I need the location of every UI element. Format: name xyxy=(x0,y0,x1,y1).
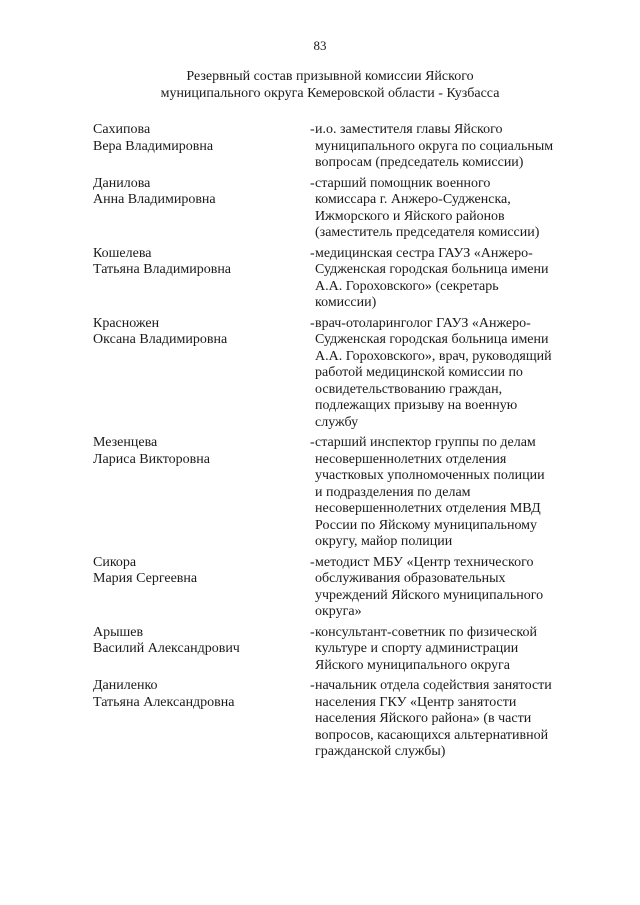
member-given-names: Татьяна Владимировна xyxy=(93,262,232,277)
roster-entry xyxy=(93,246,603,312)
role-line: А.А. Гороховского», врач, руководящий xyxy=(315,348,552,364)
member-given-names: Мария Сергеевна xyxy=(93,571,198,586)
role-line: Судженская городская больница имени xyxy=(315,332,549,347)
member-given-names: Оксана Владимировна xyxy=(93,332,228,347)
dash-separator: - xyxy=(310,122,315,137)
dash-separator: - xyxy=(310,678,315,693)
role-line: обслуживания образовательных xyxy=(315,571,506,586)
role-line: вопросов, касающихся альтернативной xyxy=(315,727,549,743)
member-role xyxy=(315,678,590,761)
role-line: несовершеннолетних отделения xyxy=(315,451,507,467)
dash-separator: - xyxy=(310,554,315,570)
roster-entry xyxy=(93,555,603,621)
member-name xyxy=(93,246,293,279)
dash-separator: - xyxy=(310,315,315,331)
role-line: консультант-советник по физической xyxy=(315,624,537,640)
role-line: вопросам (председатель комиссии) xyxy=(315,155,524,170)
member-name xyxy=(93,122,293,155)
member-surname: Сикора xyxy=(93,554,137,570)
role-line: комиссара г. Анжеро-Судженска, xyxy=(315,192,511,207)
member-role xyxy=(315,246,590,312)
member-surname: Кошелева xyxy=(93,245,152,261)
document-title xyxy=(80,68,580,102)
role-line: населения ГКУ «Центр занятости xyxy=(315,694,517,710)
member-given-names: Татьяна Александровна xyxy=(93,694,235,710)
role-line: медицинская сестра ГАУЗ «Анжеро- xyxy=(315,245,533,261)
role-line: (заместитель председателя комиссии) xyxy=(315,225,540,240)
member-given-names: Василий Александрович xyxy=(93,641,240,656)
dash-separator: - xyxy=(310,435,315,450)
commission-roster xyxy=(93,122,603,761)
member-name xyxy=(93,435,293,468)
role-line: учреждений Яйского муниципального xyxy=(315,587,544,603)
member-name xyxy=(93,176,293,209)
member-surname: Красножен xyxy=(93,315,160,331)
member-role xyxy=(315,176,590,242)
role-line: России по Яйскому муниципальному xyxy=(315,517,538,533)
member-role xyxy=(315,316,590,432)
roster-entry xyxy=(93,678,603,761)
member-surname: Даниленко xyxy=(93,678,158,693)
member-surname: Сахипова xyxy=(93,122,151,137)
role-line: округу, майор полиции xyxy=(315,534,453,549)
role-line: работой медицинской комиссии по xyxy=(315,365,523,380)
role-line: начальник отдела содействия занятости xyxy=(315,678,552,693)
role-line: и подразделения по делам xyxy=(315,484,471,500)
role-line: участковых уполномоченных полиции xyxy=(315,468,545,483)
role-line: старший помощник военного xyxy=(315,175,491,191)
member-name xyxy=(93,316,293,349)
role-line: Яйского муниципального округа xyxy=(315,657,511,673)
member-role xyxy=(315,555,590,621)
role-line: населения Яйского района» (в части xyxy=(315,711,532,726)
role-line: округа» xyxy=(315,604,362,619)
role-line: методист МБУ «Центр технического xyxy=(315,554,534,570)
member-surname: Данилова xyxy=(93,175,151,191)
title-line: Резервный состав призывной комиссии Яйского xyxy=(186,69,474,84)
role-line: А.А. Гороховского» (секретарь xyxy=(315,278,499,294)
role-line: муниципального округа по социальным xyxy=(315,138,554,154)
dash-separator: - xyxy=(310,175,315,191)
member-name xyxy=(93,625,293,658)
member-name xyxy=(93,678,293,711)
member-surname: Мезенцева xyxy=(93,435,158,450)
role-line: службу xyxy=(315,414,359,430)
member-given-names: Анна Владимировна xyxy=(93,192,216,207)
role-line: гражданской службы) xyxy=(315,744,446,759)
roster-entry xyxy=(93,435,603,551)
role-line: культуре и спорту администрации xyxy=(315,641,519,656)
member-given-names: Лариса Викторовна xyxy=(93,451,210,467)
roster-entry xyxy=(93,625,603,675)
role-line: Ижморского и Яйского районов xyxy=(315,208,505,224)
roster-entry xyxy=(93,176,603,242)
member-role xyxy=(315,122,590,172)
member-role xyxy=(315,435,590,551)
role-line: врач-отоларинголог ГАУЗ «Анжеро- xyxy=(315,315,531,331)
member-given-names: Вера Владимировна xyxy=(93,138,214,154)
member-name xyxy=(93,555,293,588)
dash-separator: - xyxy=(310,624,315,640)
title-line: муниципального округа Кемеровской области - Кузбасса xyxy=(160,86,500,101)
role-line: несовершеннолетних отделения МВД xyxy=(315,501,541,516)
role-line: старший инспектор группы по делам xyxy=(315,435,536,450)
role-line: и.о. заместителя главы Яйского xyxy=(315,122,503,137)
role-line: Судженская городская больница имени xyxy=(315,262,549,277)
role-line: комиссии) xyxy=(315,295,377,310)
roster-entry xyxy=(93,316,603,432)
page-number: 83 xyxy=(313,38,327,53)
member-surname: Арышев xyxy=(93,624,144,640)
member-role xyxy=(315,625,590,675)
roster-entry xyxy=(93,122,603,172)
role-line: освидетельствованию граждан, xyxy=(315,381,503,397)
role-line: подлежащих призыву на военную xyxy=(315,398,518,413)
dash-separator: - xyxy=(310,245,315,261)
